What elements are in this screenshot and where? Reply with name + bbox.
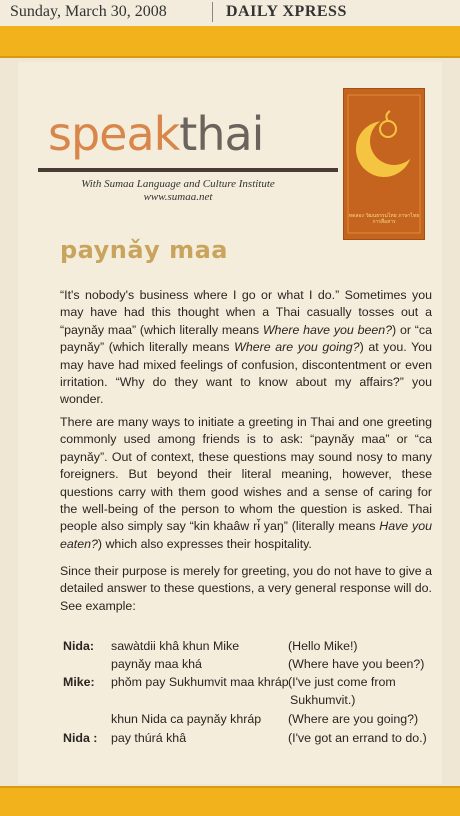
dialogue-english: (I've got an errand to do.)	[288, 731, 427, 745]
p2-italic: Have you eaten?	[60, 519, 432, 551]
dialogue-speaker: Nida :	[63, 731, 98, 745]
masthead	[0, 0, 460, 26]
dialogue-thai: pay thúrá khâ	[111, 731, 187, 745]
paragraph-1	[60, 287, 432, 409]
paragraph-3: Since their purpose is merely for greeting, you do not have to give a detailed answer to these questions, a very general response will do. See example:	[60, 564, 432, 613]
p1-italic-2: Where are you going?	[234, 340, 360, 355]
dialogue-english: (I've just come from	[288, 675, 396, 689]
article-headline: paynǎy maa	[60, 236, 228, 264]
p1-text-c: ) or “ca paynǎy” (which literally means	[60, 322, 432, 355]
byline-institute: With Sumaa Language and Culture Institute	[81, 178, 275, 190]
book-cover-text: ทดลอง วัฒนธรรมไทย ภาษาไทย การสื่อสาร	[348, 213, 420, 225]
newspaper-name: DAILY XPRESS	[226, 3, 347, 20]
dialogue-thai: phǒm pay Sukhumvit maa khráp	[111, 675, 289, 689]
dialogue-thai: khun Nida ca paynǎy khráp	[111, 712, 262, 726]
dialogue-thai: sawàtdii khâ khun Mike	[111, 639, 240, 653]
byline	[58, 178, 298, 204]
dialogue-english: (Where are you going?)	[288, 712, 419, 726]
dialogue-english: Sukhumvit.)	[290, 693, 356, 707]
dialogue-thai: paynǎy maa khá	[111, 657, 202, 671]
p1-italic-1: Where have you been?	[262, 322, 393, 337]
p2-text-c: ) which also expresses their hospitality.	[97, 536, 312, 551]
logo-underline	[38, 168, 338, 172]
p1-text-e: ) at you. You may have had mixed feelings of confusion, discontentment or even irritation. “Why do they want to know about my affairs?” you wonder.	[60, 340, 432, 407]
column-logo	[48, 108, 263, 160]
paragraph-2	[60, 414, 432, 553]
issue-date: Sunday, March 30, 2008	[10, 3, 167, 20]
byline-website: www.sumaa.net	[143, 191, 213, 203]
book-cover-image	[343, 88, 425, 240]
logo-speak: speak	[48, 107, 180, 161]
top-color-band	[0, 26, 460, 58]
masthead-divider	[212, 2, 213, 22]
bottom-color-band	[0, 786, 460, 816]
dialogue-english: (Hello Mike!)	[288, 639, 358, 653]
dialogue-speaker: Nida:	[63, 639, 94, 653]
p2-text-a: There are many ways to initiate a greeting in Thai and one greeting commonly used among friends is to ask: “paynǎy maa” or “ca paynǎy”. Out of context, these questions may sound nosy to many foreigners. But beyond their literal meaning, however, these questions carry with them good wishes and a sense of caring for the well-being of the person to whom the question is asked. Thai people also simply say “kin khaâw rɨ̌ yaŋ” (literally means	[60, 415, 432, 534]
dialogue-english: (Where have you been?)	[288, 657, 425, 671]
p1-text-a: “It's nobody's business where I go or what I do.” Sometimes you may have had this thought when a Thai casually tosses out a “paynǎy maa” (which literally means	[60, 288, 432, 337]
dialogue-speaker: Mike:	[63, 675, 95, 689]
logo-thai: thai	[179, 107, 264, 161]
